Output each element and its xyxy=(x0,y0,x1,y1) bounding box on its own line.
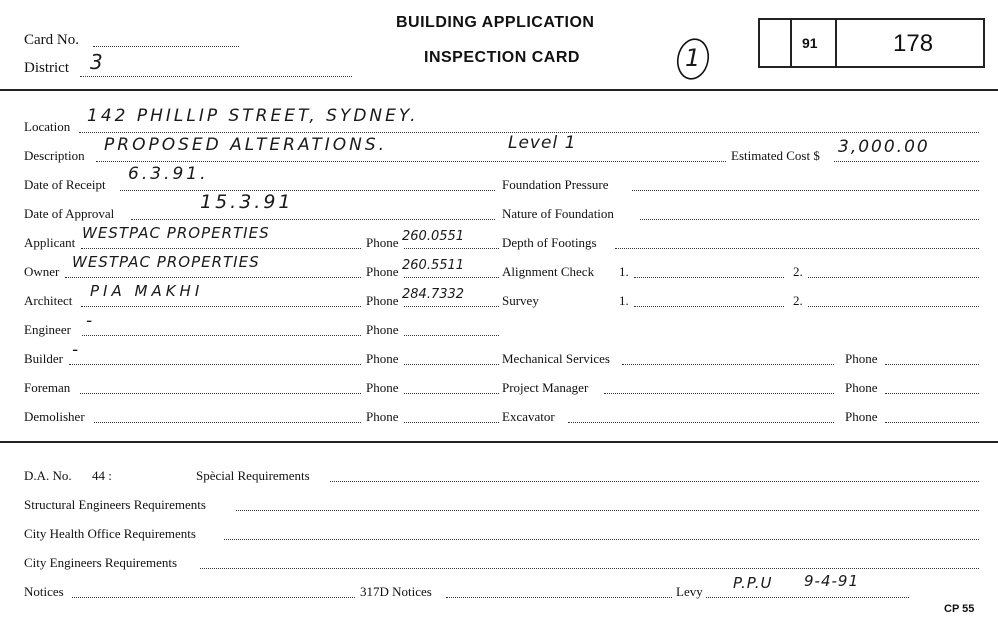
header-rule xyxy=(0,89,998,91)
survey-num2: 2. xyxy=(793,293,803,308)
description-label: Description xyxy=(24,148,85,163)
excavator-label: Excavator xyxy=(502,409,555,424)
levy-label: Levy xyxy=(676,584,703,599)
engineer-label: Engineer xyxy=(24,322,71,337)
estimated-cost-value: 3,000.00 xyxy=(838,137,930,157)
structural-label: Structural Engineers Requirements xyxy=(24,497,206,512)
city-eng-dotted-line xyxy=(200,568,979,569)
owner-phone-dotted-line xyxy=(404,277,499,278)
reference-box xyxy=(758,18,985,68)
foreman-label: Foreman xyxy=(24,380,71,395)
project-manager-label: Project Manager xyxy=(502,380,589,395)
applicant-phone-label: Phone xyxy=(366,235,399,250)
title-line1: BUILDING APPLICATION xyxy=(396,14,595,31)
description-dotted-line xyxy=(96,161,726,162)
survey-num1: 1. xyxy=(619,293,629,308)
depth-footings-dotted-line xyxy=(615,248,979,249)
survey-line1 xyxy=(634,306,784,307)
alignment-check-num2: 2. xyxy=(793,264,803,279)
applicant-dotted-line xyxy=(81,248,361,249)
foreman-phone-dotted-line xyxy=(404,393,499,394)
builder-label: Builder xyxy=(24,351,63,366)
date-approval-value: 15.3.91 xyxy=(200,191,294,213)
alignment-check-num1: 1. xyxy=(619,264,629,279)
builder-phone-dotted-line xyxy=(404,364,499,365)
estimated-cost-label: Estimated Cost $ xyxy=(731,148,820,163)
title-line2: INSPECTION CARD xyxy=(424,49,580,66)
district-label: District xyxy=(24,60,69,76)
levy-dotted-line xyxy=(706,597,909,598)
architect-phone-label: Phone xyxy=(366,293,399,308)
reference-box-divider xyxy=(835,18,837,68)
date-approval-label: Date of Approval xyxy=(24,206,115,221)
mechanical-label: Mechanical Services xyxy=(502,351,610,366)
estimated-cost-dotted-line xyxy=(834,161,979,162)
special-req-label: Spècial Requirements xyxy=(196,468,310,483)
notices-317d-label: 317D Notices xyxy=(360,584,432,599)
date-approval-dotted-line xyxy=(131,219,495,220)
owner-phone-label: Phone xyxy=(366,264,399,279)
form-code: CP 55 xyxy=(944,603,975,615)
applicant-label: Applicant xyxy=(24,235,76,250)
survey-line2 xyxy=(808,306,979,307)
city-eng-label: City Engineers Requirements xyxy=(24,555,178,570)
date-receipt-dotted-line xyxy=(120,190,495,191)
circled-number: 1 xyxy=(685,44,701,72)
location-value: 142 PHILLIP STREET, SYDNEY. xyxy=(87,106,419,126)
owner-dotted-line xyxy=(65,277,361,278)
owner-label: Owner xyxy=(24,264,60,279)
mechanical-dotted-line xyxy=(622,364,834,365)
engineer-phone-dotted-line xyxy=(404,335,499,336)
architect-value: PIA MAKHI xyxy=(90,282,204,300)
survey-label: Survey xyxy=(502,293,539,308)
da-no-label: D.A. No. xyxy=(24,468,72,483)
alignment-check-line2 xyxy=(808,277,979,278)
excavator-dotted-line xyxy=(568,422,834,423)
description-value: PROPOSED ALTERATIONS. xyxy=(104,135,388,155)
demolisher-dotted-line xyxy=(94,422,361,423)
mechanical-phone-dotted-line xyxy=(885,364,979,365)
card-no-label: Card No. xyxy=(24,32,79,48)
health-label: City Health Office Requirements xyxy=(24,526,196,541)
box-number: 178 xyxy=(893,30,934,57)
architect-phone-dotted-line xyxy=(404,306,499,307)
architect-phone: 284.7332 xyxy=(402,287,465,302)
nature-foundation-dotted-line xyxy=(640,219,979,220)
excavator-phone-label: Phone xyxy=(845,409,878,424)
project-manager-phone-dotted-line xyxy=(885,393,979,394)
section-rule xyxy=(0,441,998,443)
nature-foundation-label: Nature of Foundation xyxy=(502,206,614,221)
builder-phone-label: Phone xyxy=(366,351,399,366)
demolisher-phone-label: Phone xyxy=(366,409,399,424)
project-manager-phone-label: Phone xyxy=(845,380,878,395)
date-receipt-label: Date of Receipt xyxy=(24,177,106,192)
applicant-value: WESTPAC PROPERTIES xyxy=(82,224,270,242)
special-req-dotted-line xyxy=(330,481,979,482)
demolisher-phone-dotted-line xyxy=(404,422,499,423)
da-no-value: 44 : xyxy=(92,468,112,483)
architect-label: Architect xyxy=(24,293,73,308)
alignment-check-label: Alignment Check xyxy=(502,264,595,279)
mechanical-phone-label: Phone xyxy=(845,351,878,366)
depth-footings-label: Depth of Footings xyxy=(502,235,597,250)
foreman-dotted-line xyxy=(80,393,361,394)
foundation-pressure-label: Foundation Pressure xyxy=(502,177,609,192)
demolisher-label: Demolisher xyxy=(24,409,85,424)
location-label: Location xyxy=(24,119,71,134)
date-receipt-value: 6.3.91. xyxy=(128,164,209,184)
applicant-phone: 260.0551 xyxy=(402,229,465,244)
notices-317d-dotted-line xyxy=(446,597,672,598)
box-year: 91 xyxy=(802,35,818,51)
excavator-phone-dotted-line xyxy=(885,422,979,423)
engineer-value: - xyxy=(86,311,96,331)
reference-box-divider xyxy=(790,18,792,68)
owner-value: WESTPAC PROPERTIES xyxy=(72,253,260,271)
health-dotted-line xyxy=(224,539,979,540)
district-dotted-line xyxy=(80,76,352,77)
foreman-phone-label: Phone xyxy=(366,380,399,395)
engineer-dotted-line xyxy=(82,335,361,336)
architect-dotted-line xyxy=(81,306,361,307)
notices-dotted-line xyxy=(72,597,355,598)
card-no-dotted-line xyxy=(93,46,239,47)
project-manager-dotted-line xyxy=(604,393,834,394)
district-value: 3 xyxy=(90,50,106,74)
alignment-check-line1 xyxy=(634,277,784,278)
description-level: Level 1 xyxy=(508,133,577,153)
notices-label: Notices xyxy=(24,584,64,599)
owner-phone: 260.5511 xyxy=(402,258,465,273)
levy-date: 9-4-91 xyxy=(804,572,859,590)
applicant-phone-dotted-line xyxy=(404,248,499,249)
structural-dotted-line xyxy=(236,510,979,511)
builder-dotted-line xyxy=(69,364,361,365)
levy-value: P.P.U xyxy=(733,574,773,592)
builder-value: - xyxy=(72,340,82,360)
foundation-pressure-dotted-line xyxy=(632,190,979,191)
engineer-phone-label: Phone xyxy=(366,322,399,337)
